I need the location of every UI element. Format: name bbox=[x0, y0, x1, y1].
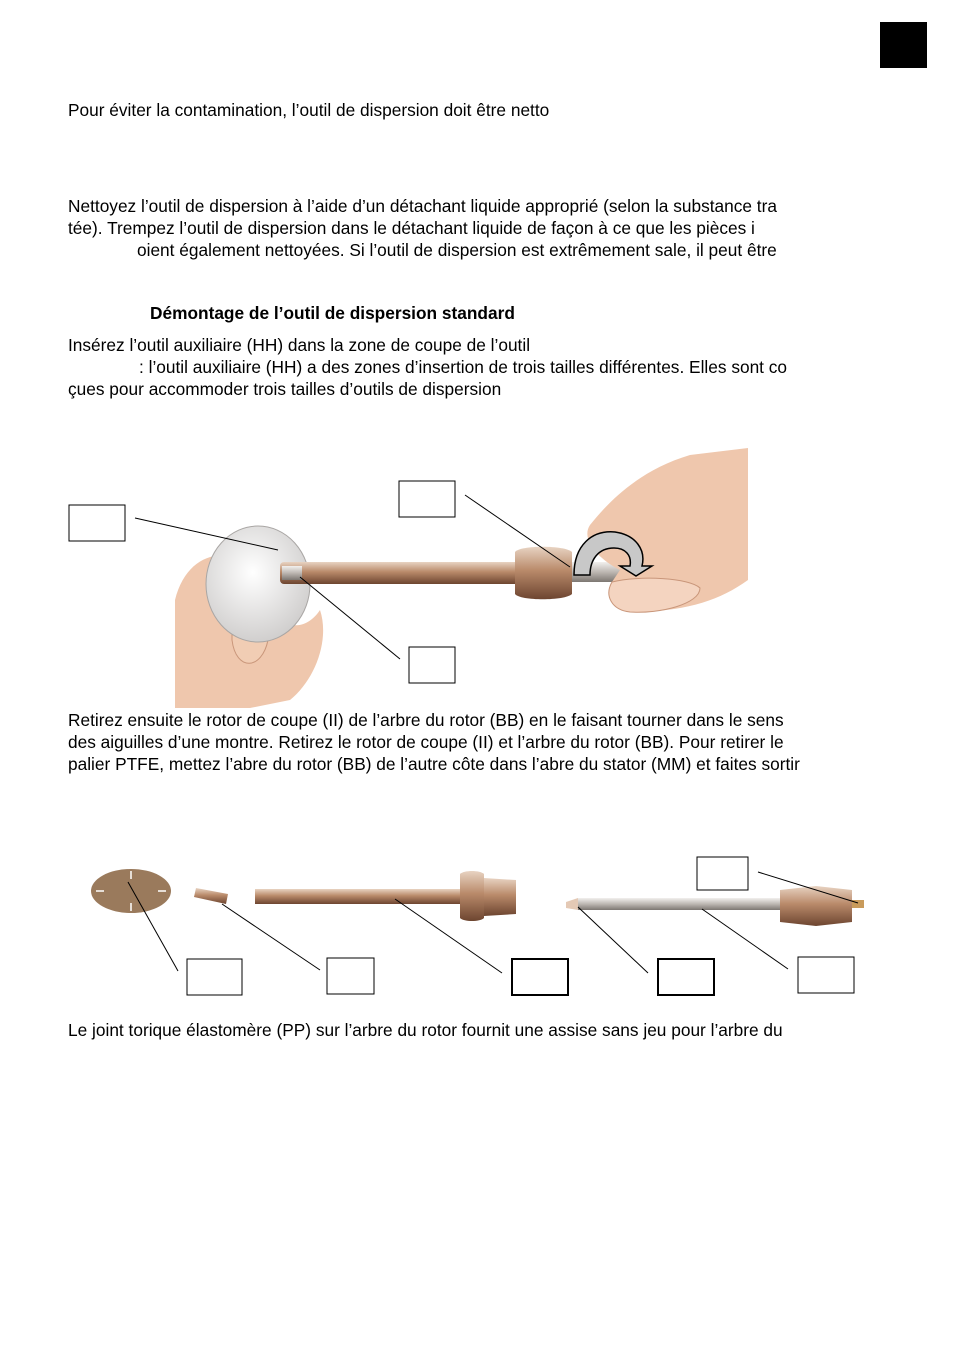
label-box-stator bbox=[798, 957, 854, 993]
paragraph-remove-line-3: palier PTFE, mettez l’abre du rotor (BB) de l’autre côte dans l’abre du stator (MM) et faites sortir bbox=[68, 754, 800, 774]
paragraph-insert-line-3: çues pour accommoder trois tailles d’outils de dispersion bbox=[68, 379, 502, 399]
label-box-bearing bbox=[658, 959, 714, 995]
cutting-rotor-part bbox=[194, 888, 228, 904]
label-box-rotor bbox=[327, 958, 374, 994]
paragraph-cleaning-line-2: tée). Trempez l’outil de dispersion dans le détachant liquide de façon à ce que les pièces i bbox=[68, 218, 755, 238]
section-heading-disassembly: Démontage de l’outil de dispersion standard bbox=[150, 303, 515, 323]
paragraph-remove-line-2: des aiguilles d’une montre. Retirez le rotor de coupe (II) et l’arbre du rotor (BB). Pour retirer le bbox=[68, 732, 784, 752]
rotor-shaft-part bbox=[255, 889, 465, 904]
paragraph-remove-line-1: Retirez ensuite le rotor de coupe (II) de l’arbre du rotor (BB) en le faisant tourner dans le sens bbox=[68, 710, 784, 730]
stator-shaft-part bbox=[578, 898, 790, 910]
paragraph-cleaning-line-3: oient également nettoyées. Si l’outil de dispersion est extrêmement sale, il peut être bbox=[137, 240, 777, 260]
paragraph-insert-line-1: Insérez l’outil auxiliaire (HH) dans la zone de coupe de l’outil bbox=[68, 335, 531, 355]
paragraph-contamination: Pour éviter la contamination, l’outil de dispersion doit être netto bbox=[68, 100, 550, 120]
paragraph-oring: Le joint torique élastomère (PP) sur l’arbre du rotor fournit une assise sans jeu pour l’arbre du bbox=[68, 1020, 783, 1040]
label-box-disc bbox=[187, 959, 242, 995]
paragraph-insert-line-2: : l’outil auxiliaire (HH) a des zones d’insertion de trois tailles différentes. Elles sont co bbox=[139, 357, 788, 377]
label-box-oring bbox=[697, 857, 748, 890]
label-box-shaft bbox=[512, 959, 568, 995]
paragraph-cleaning-line-1: Nettoyez l’outil de dispersion à l’aide d’un détachant liquide approprié (selon la substance tra bbox=[68, 196, 777, 216]
ptfe-bearing-part bbox=[566, 898, 578, 910]
stator-head-part bbox=[780, 886, 852, 926]
